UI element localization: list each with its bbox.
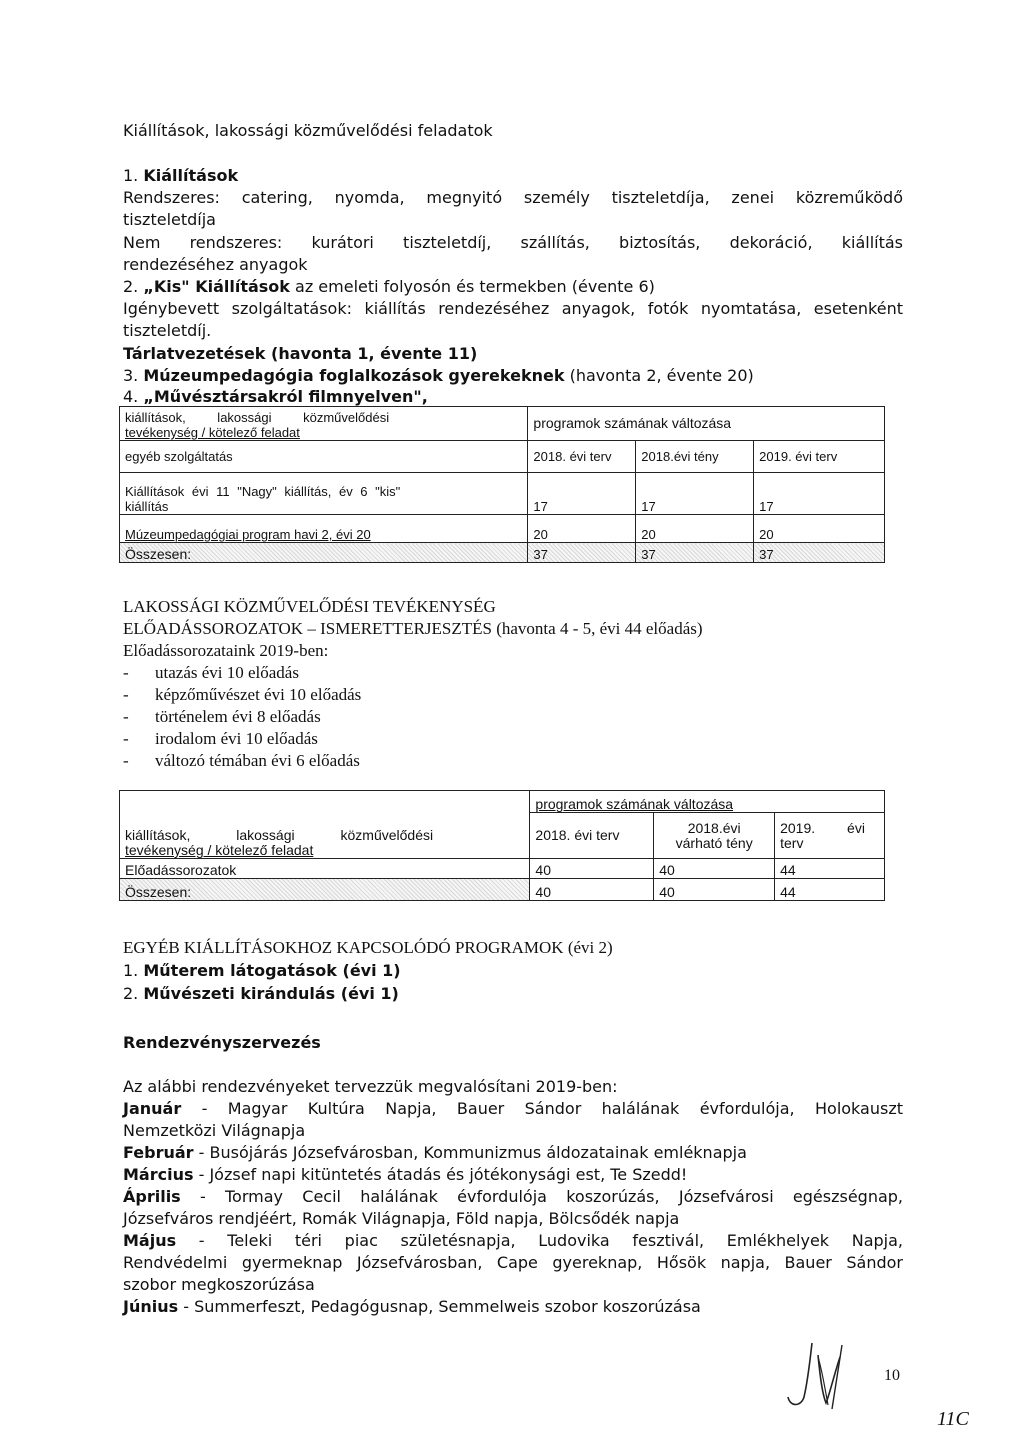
row-label-line-b: kiállítás — [125, 499, 169, 514]
egyeb-title: EGYÉB KIÁLLÍTÁSOKHOZ KAPCSOLÓDÓ PROGRAMOK (évi 2) — [123, 938, 613, 957]
section-2-line-2: Igénybevett szolgáltatások: kiállítás rendezéséhez anyagok, fotók nyomtatása, esetenként — [123, 299, 903, 318]
list-item-text: változó témában évi 6 előadás — [155, 751, 360, 770]
row-value: 17 — [636, 473, 754, 515]
table-header-left — [120, 791, 530, 859]
table-subheader-left: egyéb szolgáltatás — [120, 441, 528, 473]
col-2019-terv-line-b: terv — [780, 834, 804, 851]
month-marcius — [123, 1164, 687, 1185]
month-januar-cont: Nemzetközi Világnapja — [123, 1121, 306, 1140]
month-junius — [123, 1296, 701, 1317]
row-value: 40 — [530, 859, 654, 879]
total-value: 37 — [636, 543, 754, 563]
table-row — [120, 859, 885, 879]
month-events: - Summerfeszt, Pedagógusnap, Semmelweis szobor koszorúzása — [178, 1297, 701, 1316]
col-2019-terv-line-a: 2019. évi — [780, 819, 865, 836]
month-label: Május — [123, 1231, 177, 1250]
section-1-title: Kiállítások — [143, 166, 239, 185]
table-header-row — [120, 791, 885, 813]
section-4-heading — [123, 386, 428, 407]
kiallitasok-table — [119, 406, 885, 563]
col-2019-terv — [775, 813, 885, 859]
month-events: - Magyar Kultúra Napja, Bauer Sándor halálának évfordulója, Holokauszt — [181, 1099, 903, 1118]
list-item-text: irodalom évi 10 előadás — [155, 729, 318, 748]
month-aprilis — [123, 1186, 903, 1207]
col-2018-varhato-line-b: várható tény — [675, 834, 753, 851]
month-label: Április — [123, 1187, 181, 1206]
eloadassorozatok-intro: Előadássorozataink 2019-ben: — [123, 641, 329, 660]
tarlatvezetes-line: Tárlatvezetések (havonta 1, évente 11) — [123, 344, 478, 363]
section-1-line-3: Nem rendszeres: kurátori tiszteletdíj, szállítás, biztosítás, dekoráció, kiállítás — [123, 233, 903, 252]
row-value: 20 — [636, 515, 754, 543]
handwritten-stamp-number: 11C — [937, 1408, 969, 1430]
eloadassorozatok-table — [119, 790, 885, 901]
egyeb-item-2 — [123, 983, 399, 1004]
list-item-text: történelem évi 8 előadás — [155, 707, 321, 726]
list-item: - változó témában évi 6 előadás — [123, 751, 360, 770]
month-label: Június — [123, 1297, 179, 1316]
rendezveny-title: Rendezvényszervezés — [123, 1033, 321, 1052]
table-total-row — [120, 879, 885, 901]
col-2018-teny: 2018.évi tény — [636, 441, 754, 473]
section-4-title: „Művésztársakról filmnyelven", — [143, 387, 428, 406]
total-value: 40 — [654, 879, 775, 901]
table-header-group: programok számának változása — [528, 407, 885, 441]
month-label: Március — [123, 1165, 194, 1184]
section-4-number: 4. — [123, 387, 139, 406]
table-header-left — [120, 407, 528, 441]
egyeb-item-1-text: Műterem látogatások (évi 1) — [143, 961, 401, 980]
month-label: Február — [123, 1143, 194, 1162]
month-februar — [123, 1142, 747, 1163]
total-value: 37 — [754, 543, 885, 563]
section-3-title: Múzeumpedagógia foglalkozások gyerekeknek — [143, 366, 565, 385]
rendezveny-intro: Az alábbi rendezvényeket tervezzük megvalósítani 2019-ben: — [123, 1077, 618, 1096]
table-header-group: programok számának változása — [530, 791, 885, 813]
col-2019-terv: 2019. évi terv — [754, 441, 885, 473]
table-subheader-row — [120, 441, 885, 473]
list-item: - történelem évi 8 előadás — [123, 707, 321, 726]
row-value: 20 — [528, 515, 636, 543]
month-events: - Teleki téri piac születésnapja, Ludovika fesztivál, Emlékhelyek Napja, — [176, 1231, 903, 1250]
lakossagi-title: LAKOSSÁGI KÖZMŰVELŐDÉSI TEVÉKENYSÉG — [123, 597, 496, 616]
egyeb-item-1 — [123, 960, 401, 981]
total-label: Összesen: — [120, 543, 528, 563]
col-2018-terv: 2018. évi terv — [530, 813, 654, 859]
month-events: - Tormay Cecil halálának évfordulója koszorúzás, Józsefvárosi egészségnap, — [180, 1187, 903, 1206]
row-label: Előadássorozatok — [120, 859, 530, 879]
list-item: - utazás évi 10 előadás — [123, 663, 299, 682]
page-heading: Kiállítások, lakossági közművelődési feladatok — [123, 121, 493, 140]
total-value: 37 — [528, 543, 636, 563]
egyeb-item-2-text: Művészeti kirándulás (évi 1) — [143, 984, 399, 1003]
row-label-line-a: Kiállítások évi 11 "Nagy" kiállítás, év 6 "kis" — [125, 484, 401, 499]
section-2-rest: az emeleti folyosón és termekben (évente 6) — [289, 277, 655, 296]
row-value: 20 — [754, 515, 885, 543]
row-value: 44 — [775, 859, 885, 879]
list-item: - irodalom évi 10 előadás — [123, 729, 318, 748]
row-value: 17 — [528, 473, 636, 515]
section-2-title: „Kis" Kiállítások — [143, 277, 290, 296]
month-aprilis-cont: Józsefváros rendjéért, Romák Világnapja, Föld napja, Bölcsődék napja — [123, 1209, 680, 1228]
month-label: Január — [123, 1099, 182, 1118]
month-majus-cont-2: szobor megkoszorúzása — [123, 1275, 315, 1294]
section-1-line-4: rendezéséhez anyagok — [123, 255, 308, 274]
list-item: - képzőművészet évi 10 előadás — [123, 685, 362, 704]
row-label: Múzeumpedagógiai program havi 2, évi 20 — [120, 515, 528, 543]
col-2018-varhato — [654, 813, 775, 859]
total-value: 40 — [530, 879, 654, 901]
header-left-line-b: tevékenység / kötelező feladat — [125, 425, 300, 440]
section-3-heading — [123, 365, 754, 386]
month-events: - Busójárás Józsefvárosban, Kommunizmus áldozatainak emléknapja — [193, 1143, 747, 1162]
section-3-rest: (havonta 2, évente 20) — [564, 366, 754, 385]
header-left-line-a: kiállítások, lakossági közművelődési — [125, 827, 434, 843]
month-majus-cont-1: Rendvédelmi gyermeknap Józsefvárosban, Cape gyereknap, Hősök napja, Bauer Sándor — [123, 1253, 903, 1272]
total-label: Összesen: — [120, 879, 530, 901]
handwritten-signature-icon — [770, 1335, 860, 1415]
egyeb-item-2-number: 2. — [123, 984, 139, 1003]
list-item-text: képzőművészet évi 10 előadás — [155, 685, 362, 704]
header-left-line-b: tevékenység / kötelező feladat — [125, 842, 314, 858]
col-2018-terv: 2018. évi terv — [528, 441, 636, 473]
table-row — [120, 473, 885, 515]
row-value: 17 — [754, 473, 885, 515]
section-3-number: 3. — [123, 366, 139, 385]
month-majus — [123, 1230, 903, 1251]
section-1-line-2: tiszteletdíja — [123, 210, 216, 229]
row-value: 40 — [654, 859, 775, 879]
header-left-line-a: kiállítások, lakossági közművelődési — [125, 410, 390, 425]
table-total-row — [120, 543, 885, 563]
section-1-line-1: Rendszeres: catering, nyomda, megnyitó személy tiszteletdíja, zenei közreműködő — [123, 188, 903, 207]
egyeb-item-1-number: 1. — [123, 961, 139, 980]
section-2-heading — [123, 276, 655, 297]
table-row — [120, 515, 885, 543]
section-1-heading — [123, 165, 238, 186]
section-2-line-3: tiszteletdíj. — [123, 321, 212, 340]
list-item-text: utazás évi 10 előadás — [155, 663, 299, 682]
eloadassorozatok-subtitle: ELŐADÁSSOROZATOK – ISMERETTERJESZTÉS (havonta 4 - 5, évi 44 előadás) — [123, 619, 703, 638]
page-number: 10 — [884, 1367, 900, 1384]
section-2-number: 2. — [123, 277, 139, 296]
table-header-row — [120, 407, 885, 441]
month-events: - József napi kitüntetés átadás és jótékonysági est, Te Szedd! — [193, 1165, 688, 1184]
col-2018-varhato-line-a: 2018.évi — [687, 819, 741, 836]
total-value: 44 — [775, 879, 885, 901]
month-januar — [123, 1098, 903, 1119]
section-1-number: 1. — [123, 166, 139, 185]
row-label — [120, 473, 528, 515]
